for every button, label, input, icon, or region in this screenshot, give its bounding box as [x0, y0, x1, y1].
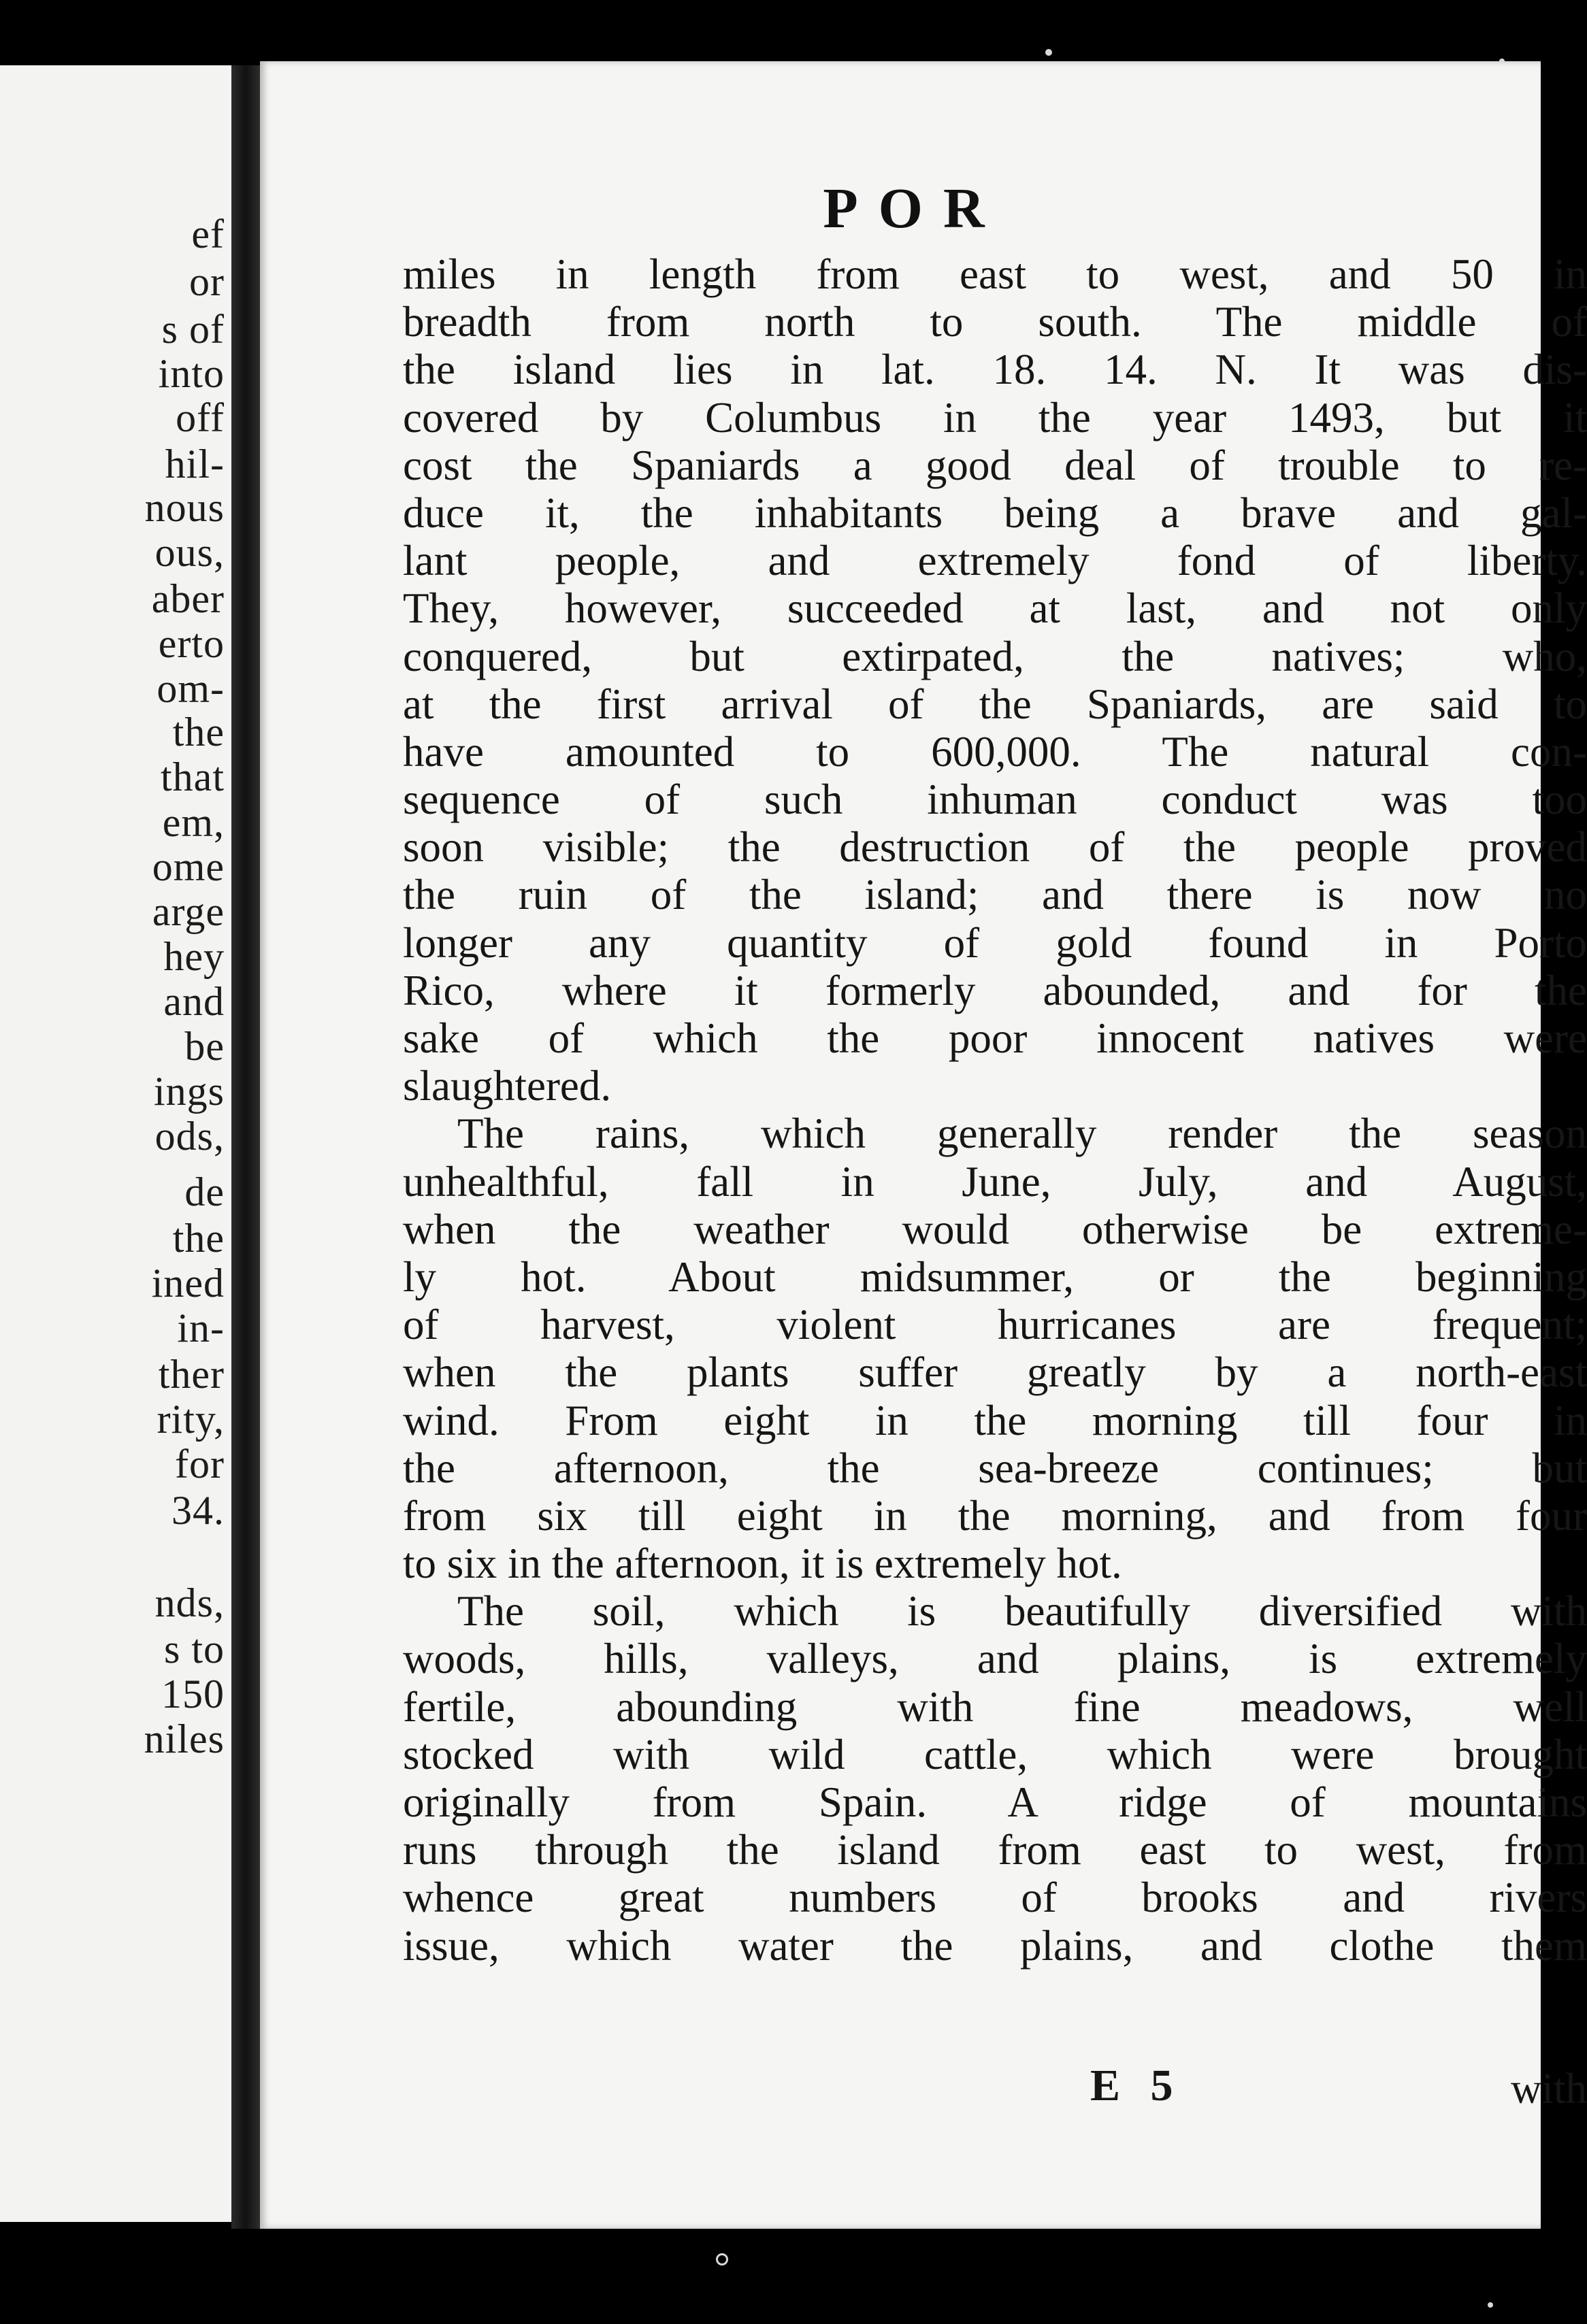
facing-page-text-fragment: ings — [153, 1069, 225, 1114]
facing-page-text-fragment: 150 — [161, 1672, 225, 1716]
scan-speck — [1488, 2302, 1493, 2308]
facing-page-text-fragment: hil- — [165, 442, 225, 486]
text-line: They, however, succeeded at last, and not only — [403, 584, 1587, 633]
body-text — [403, 250, 1587, 1970]
facing-page-text-fragment: hey — [163, 934, 225, 979]
text-line: stocked with wild cattle, which were brought — [403, 1730, 1587, 1778]
text-line: to six in the afternoon, it is extremely hot. — [403, 1540, 1122, 1588]
scan-speck — [1045, 49, 1052, 56]
book-page — [260, 61, 1587, 2229]
facing-page-text-fragment: the — [172, 710, 225, 754]
facing-page-text-fragment: erto — [158, 621, 225, 666]
text-line: slaughtered. — [403, 1062, 612, 1110]
facing-page-text-fragment: niles — [144, 1716, 225, 1761]
text-line: when the plants suffer greatly by a north-east — [403, 1348, 1587, 1397]
facing-page-text-fragment: off — [176, 395, 225, 440]
text-line: duce it, the inhabitants being a brave and gal- — [403, 488, 1587, 537]
text-line: longer any quantity of gold found in Porto — [403, 918, 1587, 967]
facing-page-text-fragment: for — [175, 1442, 225, 1487]
page-footer — [403, 2060, 1587, 2114]
facing-page-text-fragment: ods, — [154, 1114, 225, 1159]
text-line: have amounted to 600,000. The natural con- — [403, 727, 1587, 776]
facing-page-text-fragment: de — [184, 1169, 225, 1214]
text-line: the island lies in lat. 18. 14. N. It was dis- — [403, 346, 1587, 394]
facing-page-text-fragment: aber — [151, 576, 225, 621]
text-line: The soil, which is beautifully diversified with — [457, 1587, 1587, 1636]
facing-page-text-fragment: 34. — [171, 1488, 225, 1533]
facing-page-text-fragment: s of — [161, 307, 225, 352]
text-line: soon visible; the destruction of the people proved — [403, 823, 1587, 872]
facing-page-text-fragment: and — [163, 979, 225, 1024]
facing-page-text-fragment: ef — [191, 212, 225, 256]
scan-speck — [716, 2253, 728, 2265]
text-line: wind. From eight in the morning till four in — [403, 1396, 1587, 1444]
text-line: The rains, which generally render the season — [457, 1110, 1587, 1158]
text-line: breadth from north to south. The middle of — [403, 298, 1587, 346]
text-line: originally from Spain. A ridge of mountains — [403, 1778, 1587, 1826]
text-line: Rico, where it formerly abounded, and for the — [403, 966, 1587, 1014]
text-line: miles in length from east to west, and 50 in — [403, 250, 1587, 298]
text-line: conquered, but extirpated, the natives; who, — [403, 632, 1587, 680]
facing-page-text-fragment: into — [158, 351, 225, 396]
text-line: sequence of such inhuman conduct was too — [403, 776, 1587, 824]
facing-page-text-fragment: in- — [177, 1306, 225, 1350]
catchword: with — [1510, 2065, 1587, 2112]
facing-page-text-fragment: that — [161, 754, 225, 799]
text-line: cost the Spaniards a good deal of trouble to re- — [403, 441, 1587, 489]
facing-page-fragment — [0, 65, 249, 2222]
text-line: runs through the island from east to west, from — [403, 1826, 1587, 1874]
facing-page-text-fragment: rity, — [157, 1397, 225, 1442]
facing-page-text-fragment: om- — [157, 666, 225, 711]
text-line: lant people, and extremely fond of liberty. — [403, 537, 1587, 585]
facing-page-text-fragment: arge — [152, 889, 225, 934]
running-head: POR — [823, 177, 1005, 240]
text-line: woods, hills, valleys, and plains, is extremely — [403, 1635, 1587, 1683]
facing-page-text-fragment: nds, — [154, 1580, 225, 1625]
text-line: of harvest, violent hurricanes are frequent; — [403, 1301, 1587, 1349]
text-line: from six till eight in the morning, and from four — [403, 1491, 1587, 1540]
text-line: covered by Columbus in the year 1493, but it — [403, 393, 1587, 442]
facing-page-text-fragment: s to — [163, 1627, 225, 1672]
text-line: whence great numbers of brooks and rivers — [403, 1874, 1587, 1922]
facing-page-text-fragment: ome — [152, 844, 225, 889]
signature-mark: E 5 — [1090, 2061, 1183, 2110]
text-line: when the weather would otherwise be extreme- — [403, 1205, 1587, 1253]
text-line: the ruin of the island; and there is now no — [403, 871, 1587, 919]
facing-page-text-fragment: ined — [151, 1261, 225, 1306]
facing-page-text-fragment: em, — [162, 800, 225, 845]
text-line: sake of which the poor innocent natives were — [403, 1014, 1587, 1062]
facing-page-text-fragment: the — [172, 1216, 225, 1261]
facing-page-text-fragment: be — [184, 1024, 225, 1069]
book-gutter — [231, 65, 260, 2229]
text-line: issue, which water the plains, and clothe them — [403, 1921, 1587, 1970]
facing-page-text-fragment: ous, — [154, 530, 225, 575]
text-line: the afternoon, the sea-breeze continues; but — [403, 1444, 1587, 1492]
facing-page-text-fragment: ther — [158, 1352, 225, 1397]
text-line: unhealthful, fall in June, July, and August, — [403, 1157, 1587, 1206]
text-line: fertile, abounding with fine meadows, well — [403, 1682, 1587, 1731]
facing-page-text-fragment: nous — [144, 485, 225, 530]
text-line: at the first arrival of the Spaniards, are said to — [403, 680, 1587, 728]
facing-page-text-fragment: or — [189, 259, 225, 304]
text-line: ly hot. About midsummer, or the beginning — [403, 1252, 1587, 1301]
